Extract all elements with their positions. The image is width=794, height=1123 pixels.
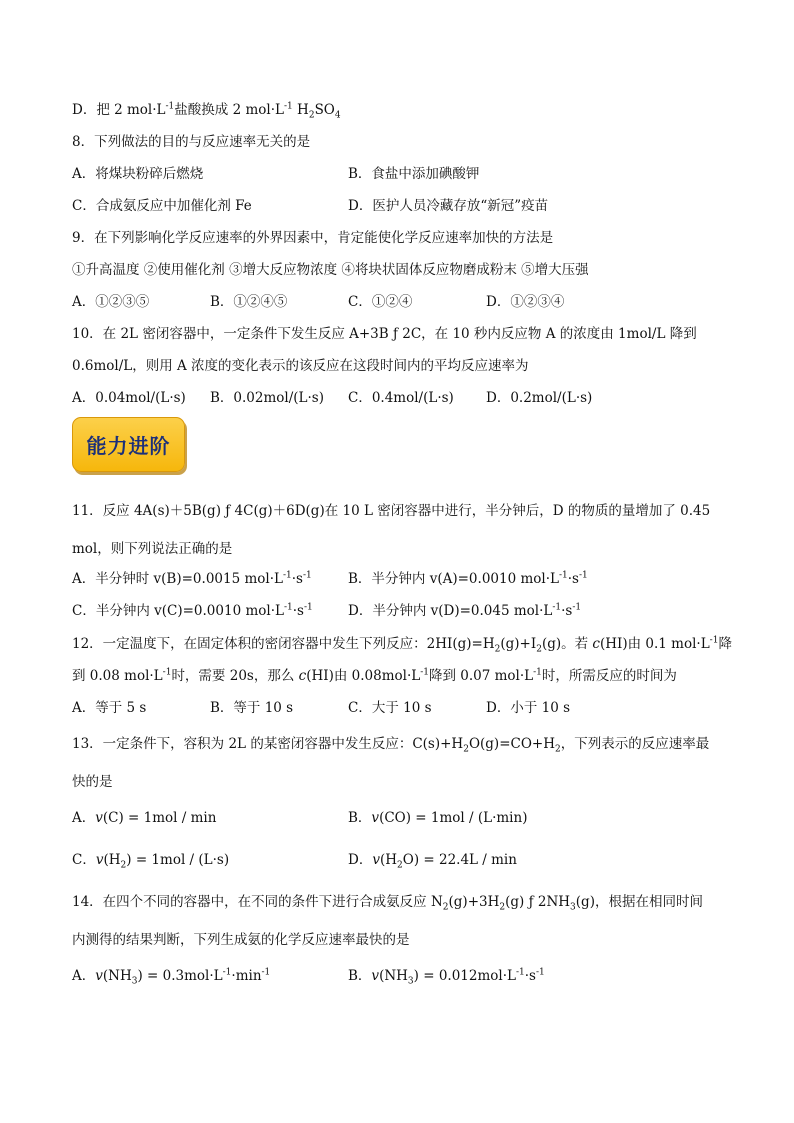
q8-option-b: B．食盐中添加碘酸钾 [348,166,480,182]
q10-option-a: A．0.04mol/(L·s) [72,390,186,406]
q14-option-a: A．$v(NH_3) = 0.3mol\cdot L^{-1}\cdot\min^{-1}$ [72,967,271,987]
q13-option-c: C．$v(H_2) = 1mol / (L\cdot s)$ [72,852,230,871]
q13-option-d: D．$v(H_2O) = 22.4L / \min$ [348,852,517,871]
q13-stem-line1: 13．一定条件下，容积为 2L 的某密闭容器中发生反应：$C(s)+H_2O(g)=CO+H_2$，下列表示的反应速率最 [72,736,710,755]
q9-option-a: A．①②③⑤ [72,294,150,310]
q10-stem-line1: 10．在 2L 密闭容器中，一定条件下发生反应 A+3B ƒ 2C，在 10 秒内反应物 A 的浓度由 1mol/L 降到 [72,326,697,342]
q11-option-c: C．半分钟内 v(C)=0.0010 $mol\cdot L^{-1}\cdot s^{-1}$ [72,602,313,619]
q13-option-b: B．v(CO) = 1mol / (L·min) [348,810,528,826]
q10-option-c: C．0.4mol/(L·s) [348,390,454,406]
q10-option-b: B．0.02mol/(L·s) [210,390,324,406]
q11-stem-line2: mol，则下列说法正确的是 [72,541,233,557]
q9-stem: 9．在下列影响化学反应速率的外界因素中，肯定能使化学反应速率加快的方法是 [72,230,554,246]
q14-stem-line1: 14．在四个不同的容器中，在不同的条件下进行合成氨反应 $N_2(g)+3H_2(g)$ ƒ $2NH_3(g)$，根据在相同时间 [72,894,703,913]
q8-stem: 8．下列做法的目的与反应速率无关的是 [72,134,311,150]
q12-option-a: A．等于 5 s [72,700,147,716]
q12-option-d: D．小于 10 s [486,700,571,716]
q13-option-a: A．v(C) = 1mol / min [72,810,217,826]
q11-option-a: A．半分钟时 v(B)=0.0015 $mol\cdot L^{-1}\cdot s^{-1}$ [72,570,312,587]
q12-option-c: C．大于 10 s [348,700,432,716]
q10-option-d: D．0.2mol/(L·s) [486,390,593,406]
q13-stem-line2: 快的是 [72,774,113,790]
q12-stem-line2: 到 0.08 $mol\cdot L^{-1}$时，需要 20s，那么 c(HI)由 $0.08mol\cdot L^{-1}$降到 0.07 $mol\cdot L^{-1}$时，所需反应的时间为 [72,667,677,684]
section-title: 能力进阶 [86,434,171,458]
q8-option-a: A．将煤块粉碎后燃烧 [72,166,204,182]
q12-stem-line1: 12．一定温度下，在固定体积的密闭容器中发生下列反应：$2HI(g)=H_2(g)+I_2(g)$。若 c(HI)由 0.1 $mol\cdot L^{-1}$降 [72,635,732,655]
q14-stem-line2: 内测得的结果判断，下列生成氨的化学反应速率最快的是 [72,932,410,948]
q11-stem-line1: 11．反应 4A(s)＋5B(g) ƒ 4C(g)＋6D(g)在 10 L 密闭容器中进行，半分钟后，D 的物质的量增加了 0.45 [72,503,711,519]
q8-option-c: C．合成氨反应中加催化剂 Fe [72,198,252,214]
q11-option-b: B．半分钟内 v(A)=0.0010 $mol\cdot L^{-1}\cdot s^{-1}$ [348,570,588,587]
q14-option-b: B．$v(NH_3) = 0.012mol\cdot L^{-1}\cdot s^{-1}$ [348,967,545,987]
q8-option-d: D．医护人员冷藏存放“新冠”疫苗 [348,198,549,214]
q9-option-d: D．①②③④ [486,294,565,310]
q7-option-d: D．把 2 $mol\cdot L^{-1}$盐酸换成 2 $mol\cdot L^{-1}$ $H_2SO_4$ [72,101,341,121]
section-badge [72,417,185,472]
q9-option-c: C．①②④ [348,294,413,310]
q9-option-b: B．①②④⑤ [210,294,288,310]
q9-items: ①升高温度 ②使用催化剂 ③增大反应物浓度 ④将块状固体反应物磨成粉末 ⑤增大压强 [72,262,589,278]
q12-option-b: B．等于 10 s [210,700,294,716]
q11-option-d: D．半分钟内 v(D)=0.045 $mol\cdot L^{-1}\cdot s^{-1}$ [348,602,582,619]
q10-stem-line2: 0.6mol/L，则用 A 浓度的变化表示的该反应在这段时间内的平均反应速率为 [72,358,529,374]
